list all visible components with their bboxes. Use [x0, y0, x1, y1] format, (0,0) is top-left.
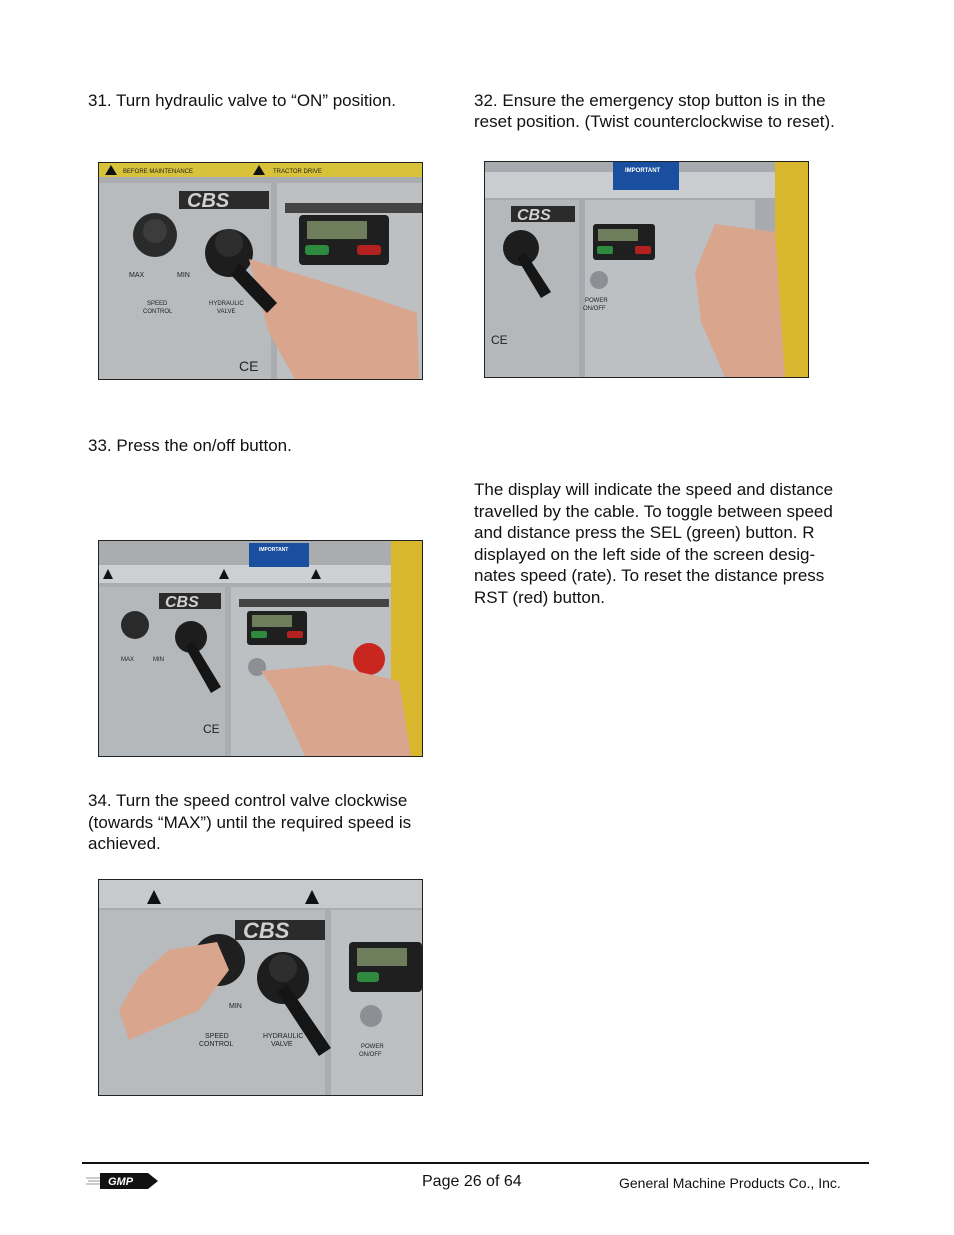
label-valve: VALVE [217, 309, 236, 315]
photo-hydraulic-valve-on [98, 162, 423, 380]
label-hydraulic-4: HYDRAULIC [263, 1033, 304, 1040]
step-34-text-line-3: achieved. [88, 834, 161, 853]
info-line-2: travelled by the cable. To toggle between speed [474, 501, 833, 521]
label-tractor-drive: TRACTOR DRIVE [273, 169, 322, 175]
label-before-maintenance: BEFORE MAINTENANCE [123, 169, 194, 175]
label-speed: SPEED [147, 301, 168, 307]
info-line-1: The display will indicate the speed and distance [474, 480, 834, 499]
gmp-logo [86, 1170, 160, 1192]
info-line-5: nates speed (rate). To reset the distance press [474, 566, 825, 585]
label-min: MIN [177, 272, 190, 279]
step-32-text-line-1: 32. Ensure the emergency stop button is in the [474, 91, 826, 110]
label-brand-2: CBS [517, 207, 551, 224]
photo-emergency-stop-reset [484, 161, 809, 378]
footer-rule [82, 1162, 869, 1164]
step-34-text-line-2: (towards “MAX”) until the required speed is [88, 812, 412, 832]
label-ce-3: CE [203, 722, 220, 736]
label-hydraulic: HYDRAULIC [209, 301, 244, 307]
label-min-4: MIN [229, 1003, 242, 1010]
label-brand: CBS [187, 190, 230, 212]
info-line-3: and distance press the SEL (green) button. R [474, 523, 815, 542]
label-brand-4: CBS [243, 918, 290, 943]
label-control: CONTROL [143, 309, 173, 315]
step-31-text: 31. Turn hydraulic valve to “ON” position. [88, 91, 397, 110]
label-power-4: POWER [361, 1044, 384, 1050]
label-power: POWER [585, 298, 608, 304]
label-valve-4: VALVE [271, 1041, 293, 1048]
page-number: Page 26 of 64 [422, 1173, 522, 1190]
label-min-3: MIN [153, 657, 164, 663]
step-32-text-line-2: reset position. (Twist counterclockwise to reset). [474, 112, 835, 131]
step-34-text-line-1: 34. Turn the speed control valve clockwise [88, 791, 408, 810]
photo-press-on-off [98, 540, 423, 757]
label-important: IMPORTANT [625, 168, 661, 174]
label-max-3: MAX [121, 657, 135, 663]
company-name: General Machine Products Co., Inc. [619, 1175, 841, 1191]
label-control-4: CONTROL [199, 1041, 234, 1048]
info-line-4: displayed on the left side of the screen desig- [474, 544, 816, 564]
label-ce: CE [239, 358, 259, 374]
label-on-off-4: ON/OFF [359, 1052, 382, 1058]
info-line-6: RST (red) button. [474, 587, 606, 607]
label-speed-4: SPEED [205, 1033, 229, 1040]
step-33-text: 33. Press the on/off button. [88, 436, 292, 455]
photo-speed-control-max [98, 879, 423, 1096]
label-on-off: ON/OFF [583, 306, 606, 312]
label-ce-2: CE [491, 333, 508, 347]
logo-text: GMP [108, 1176, 134, 1188]
label-max: MAX [129, 272, 145, 279]
label-brand-3: CBS [165, 594, 199, 611]
label-important-2: IMPORTANT [259, 547, 289, 553]
